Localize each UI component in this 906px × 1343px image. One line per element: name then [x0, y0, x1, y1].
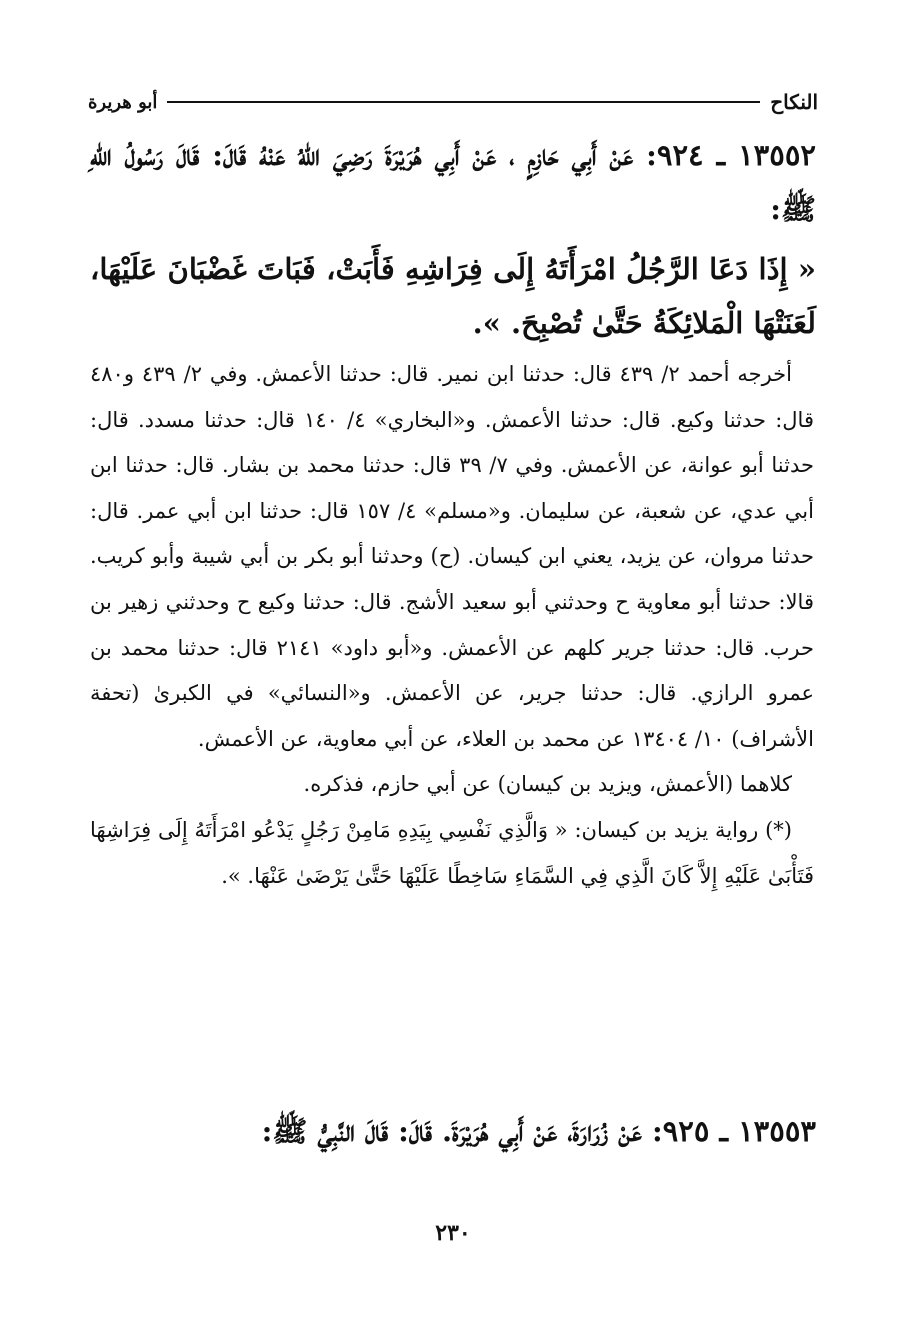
hadith-924: [90, 128, 816, 350]
hadith-925-intro: ١٣٥٥٣ ـ ٩٢٥: عَنْ زُرَارَةَ، عَنْ أَبِي هُرَيْرَةَ. قَالَ: قَالَ النَّبِيُّ ﷺ:: [261, 1114, 816, 1148]
takhrij-paragraph: أخرجه أحمد ٢/ ٤٣٩ قال: حدثنا ابن نمير. قال: حدثنا الأعمش. وفي ٢/ ٤٣٩ و٤٨٠ قال: حدثنا وكيع. قال: حدثنا الأعمش. و«البخاري» ٤/ ١٤٠ قال: حدثنا مسدد. قال: حدثنا أبو عوانة، عن الأعمش. وفي ٧/ ٣٩ قال: حدثنا محمد بن بشار. قال: حدثنا ابن أبي عدي، عن شعبة، عن سليمان. و«مسلم» ٤/ ١٥٧ قال: حدثنا ابن أبي عمر. قال: حدثنا مروان، عن يزيد، يعني ابن كيسان. (ح) وحدثنا أبو بكر بن أبي شيبة وأبو كريب. قالا: حدثنا أبو معاوية ح وحدثني أبو سعيد الأشج. قال: حدثنا وكيع ح وحدثني زهير بن حرب. قال: حدثنا جرير كلهم عن الأعمش. و«أبو داود» ٢١٤١ قال: حدثنا محمد بن عمرو الرازي. قال: حدثنا جرير، عن الأعمش. و«النسائي» في الكبرىٰ (تحفة الأشراف) ١٠/ ١٣٤٠٤ عن محمد بن العلاء، عن أبي معاوية، عن الأعمش.: [90, 362, 814, 751]
header-rule: [167, 101, 760, 103]
running-header: [88, 82, 818, 122]
takhrij-variant: (*) رواية يزيد بن كيسان: « وَالَّذِي نَفْسِي بِيَدِهِ مَامِنْ رَجُلٍ يَدْعُو امْرَأَتَهُ إِلَى فِرَاشِهَا فَتَأْبَىٰ عَلَيْهِ إِلاَّ كَانَ الَّذِي فِي السَّمَاءِ سَاخِطًا عَلَيْهَا حَتَّىٰ يَرْضَىٰ عَنْهَا. ».: [90, 817, 814, 888]
page-number: ٢٣٠: [435, 1220, 471, 1246]
hadith-924-intro: ١٣٥٥٢ ـ ٩٢٤: عَنْ أَبِي حَازِمٍ ، عَنْ أَبِي هُرَيْرَةَ رَضِيَ اللهُ عَنْهُ قَالَ: قَالَ رَسُولُ اللهِ ﷺ:: [90, 138, 816, 226]
book-section-title: النكاح: [770, 90, 818, 114]
hadith-924-matn: « إِذَا دَعَا الرَّجُلُ امْرَأَتَهُ إِلَى فِرَاشِهِ فَأَبَتْ، فَبَاتَ غَضْبَانَ عَلَيْهَا، لَعَنَتْهَا الْمَلائِكَةُ حَتَّىٰ تُصْبِحَ. ».: [90, 252, 816, 340]
hadith-925: [90, 1106, 816, 1156]
takhrij-section: [90, 352, 814, 899]
narrator-title: أبو هريرة: [88, 91, 158, 113]
takhrij-summary: كلاهما (الأعمش، ويزيد بن كيسان) عن أبي حازم، فذكره.: [303, 772, 792, 797]
